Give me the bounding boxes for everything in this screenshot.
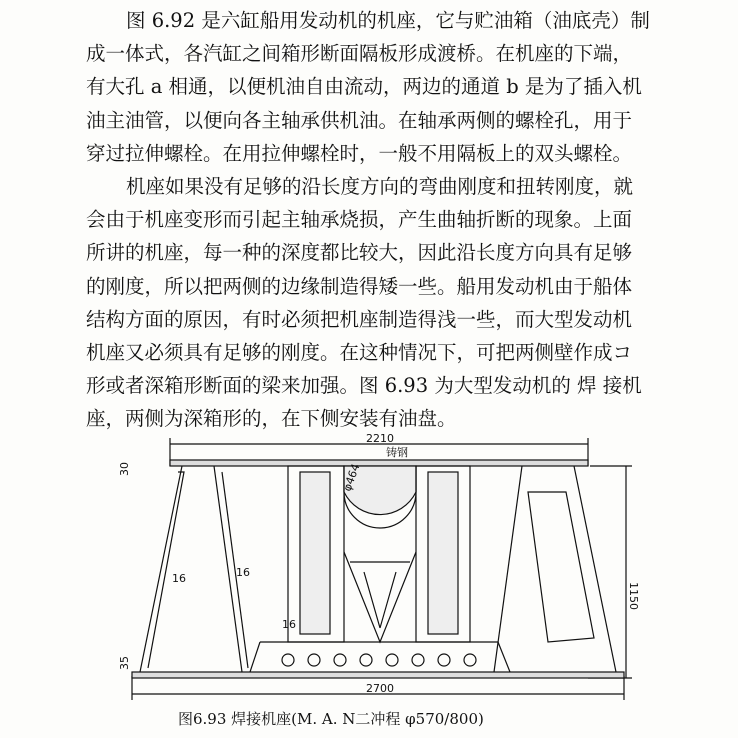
bottom-plate (132, 672, 624, 678)
plate-thickness-left-outer: 16 (172, 572, 186, 585)
text-line: 所讲的机座，每一种的深度都比较大，因此沿长度方向具有足够 (86, 241, 633, 265)
paragraph-1 (86, 4, 714, 170)
drain-hole (438, 654, 450, 666)
truss-web (344, 552, 416, 642)
top-plate (170, 460, 588, 466)
text-line: 形或者深箱形断面的梁来加强。图 6.93 为大型发动机的 焊 接机 (86, 374, 642, 398)
text-line: 的刚度，所以把两侧的边缘制造得矮一些。船用发动机由于船体 (86, 274, 633, 298)
body-text (86, 4, 714, 435)
dim-top-plate-label: 30 (118, 462, 131, 476)
truss-diagonal (380, 572, 396, 628)
plate-thickness-center: 16 (282, 618, 296, 631)
dim-bottom-label: 2700 (366, 682, 394, 695)
drain-hole (360, 654, 372, 666)
engine-bedplate-figure (118, 432, 638, 704)
material-label: 铸钢 (386, 446, 408, 459)
text-line: 油主油管，以便向各主轴承供机油。在轴承两侧的螺栓孔，用于 (86, 108, 633, 132)
dim-bottom-plate-label: 35 (118, 656, 131, 670)
drain-hole (412, 654, 424, 666)
text-line: 图 6.92 是六缸船用发动机的机座，它与贮油箱（油底壳）制 (126, 9, 650, 32)
right-inner-wall (494, 466, 522, 672)
bedplate-drawing (118, 432, 638, 704)
paragraph-2 (86, 170, 714, 436)
drain-hole (282, 654, 294, 666)
text-line: 机座如果没有足够的沿长度方向的弯曲刚度和扭转刚度，就 (126, 174, 634, 198)
bore-diameter-label: φ464 (340, 462, 363, 494)
left-column-core (300, 472, 330, 634)
text-line: 座，两侧为深箱形的，在下侧安装有油盘。 (86, 407, 457, 431)
oil-pan-side (498, 642, 510, 672)
text-line: 穿过拉伸螺栓。在用拉伸螺栓时，一般不用隔板上的双头螺栓。 (86, 141, 633, 165)
dim-height-label: 1150 (627, 582, 640, 610)
drain-hole (334, 654, 346, 666)
text-line: 成一体式，各汽缸之间箱形断面隔板形成渡桥。在机座的下端， (86, 42, 633, 66)
left-outer-wall (140, 466, 182, 672)
truss-diagonal (364, 572, 380, 628)
figure-caption: 图6.93 焊接机座(M. A. N二冲程 φ570/800) (178, 710, 484, 728)
text-line: 结构方面的原因，有时必须把机座制造得浅一些，而大型发动机 (86, 307, 633, 331)
left-outer-flange (148, 472, 184, 668)
drain-hole (308, 654, 320, 666)
oil-pan-side (250, 642, 260, 672)
text-line: 机座又必须具有足够的刚度。在这种情况下，可把两侧壁作成コ (86, 340, 633, 364)
plate-thickness-left-inner: 16 (236, 566, 250, 579)
text-line: 有大孔 a 相通，以便机油自由流动，两边的通道 b 是为了插入机 (86, 75, 642, 99)
dim-top-label: 2210 (366, 432, 394, 445)
drain-hole (464, 654, 476, 666)
right-column-core (428, 472, 458, 634)
text-line: 会由于机座变形而引起主轴承烧损，产生曲轴折断的现象。上面 (86, 208, 633, 232)
drain-hole (386, 654, 398, 666)
